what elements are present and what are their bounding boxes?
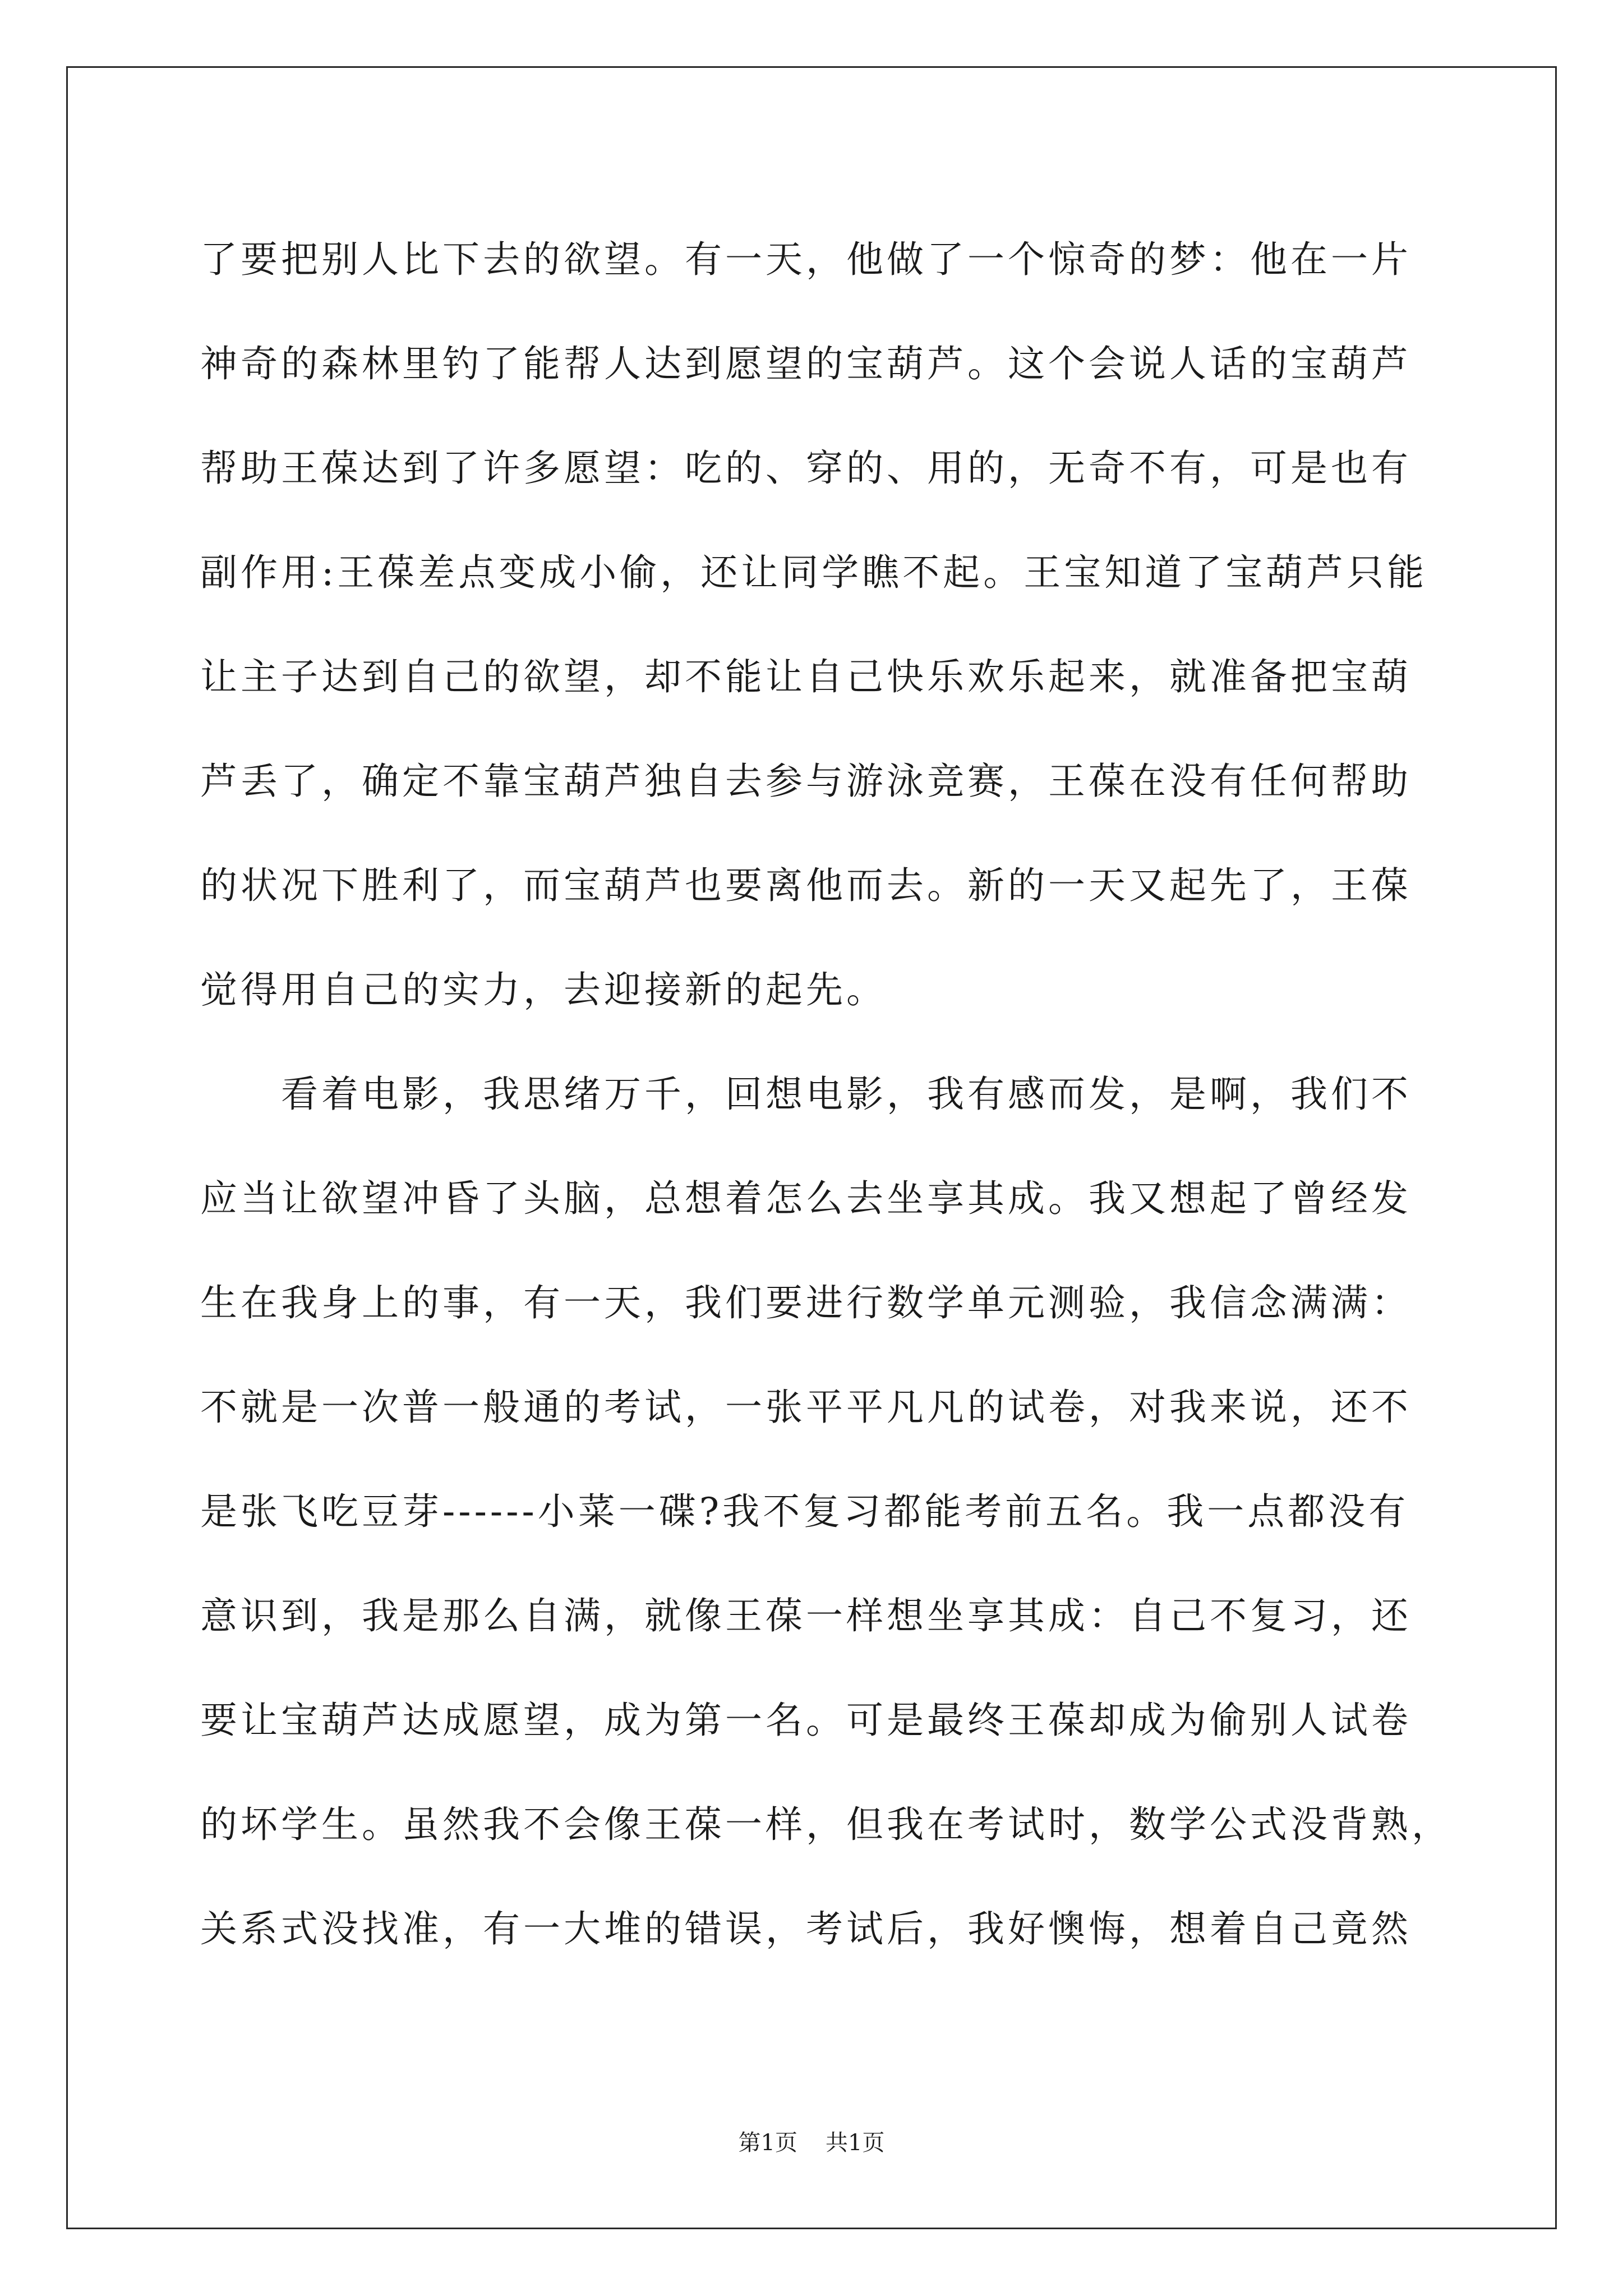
text-line: 的状况下胜利了，而宝葫芦也要离他而去。新的一天又起先了，王葆 — [200, 864, 1412, 907]
document-body — [200, 208, 1462, 1981]
text-line: 让主子达到自己的欲望，却不能让自己快乐欢乐起来，就准备把宝葫 — [200, 655, 1412, 698]
page-footer — [0, 2126, 1623, 2160]
text-line: 生在我身上的事，有一天，我们要进行数学单元测验，我信念满满： — [200, 1281, 1412, 1324]
text-line: 意识到，我是那么自满，就像王葆一样想坐享其成：自己不复习，还 — [200, 1594, 1412, 1637]
paragraph-2 — [200, 1042, 1462, 1981]
text-line: 是张飞吃豆芽------小菜一碟?我不复习都能考前五名。我一点都没有 — [200, 1490, 1409, 1533]
text-line: 神奇的森林里钓了能帮人达到愿望的宝葫芦。这个会说人话的宝葫芦 — [200, 342, 1412, 385]
text-line: 关系式没找准，有一大堆的错误，考试后，我好懊悔，想着自己竟然 — [200, 1907, 1412, 1950]
text-line: 看着电影，我思绪万千，回想电影，我有感而发，是啊，我们不 — [281, 1073, 1412, 1116]
text-line: 应当让欲望冲昏了头脑，总想着怎么去坐享其成。我又想起了曾经发 — [200, 1177, 1412, 1220]
page-total: 共1页 — [826, 2130, 885, 2156]
text-line: 芦丢了，确定不靠宝葫芦独自去参与游泳竞赛，王葆在没有任何帮助 — [200, 760, 1412, 803]
text-line: 不就是一次普一般通的考试，一张平平凡凡的试卷，对我来说，还不 — [200, 1386, 1412, 1429]
text-line: 了要把别人比下去的欲望。有一天，他做了一个惊奇的梦：他在一片 — [200, 238, 1412, 281]
paragraph-1 — [200, 208, 1462, 1042]
text-line: 要让宝葫芦达成愿望，成为第一名。可是最终王葆却成为偷别人试卷 — [200, 1699, 1412, 1742]
text-line: 副作用:王葆差点变成小偷，还让同学瞧不起。王宝知道了宝葫芦只能 — [200, 551, 1428, 594]
text-line: 帮助王葆达到了许多愿望：吃的、穿的、用的，无奇不有，可是也有 — [200, 447, 1412, 490]
text-line: 觉得用自己的实力，去迎接新的起先。 — [200, 968, 887, 1011]
page-number: 第1页 — [738, 2130, 797, 2156]
text-line: 的坏学生。虽然我不会像王葆一样，但我在考试时，数学公式没背熟， — [200, 1803, 1452, 1846]
